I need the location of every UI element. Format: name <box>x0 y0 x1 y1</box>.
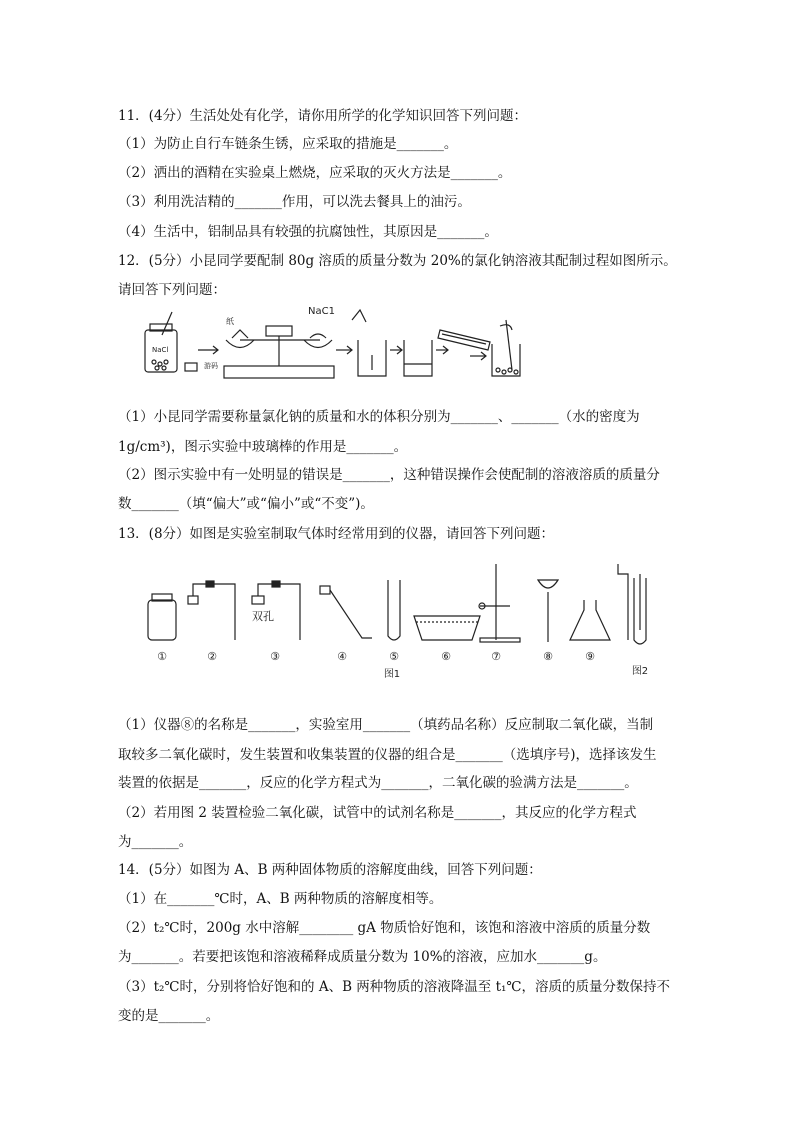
apparatus-label-6: ⑥ <box>441 650 451 663</box>
q13-part2-a: （2）若用图 2 装置检验二氧化碳，试管中的试剂名称是_______，其反应的化学方程式 <box>118 805 637 821</box>
q13-part1-b: 取较多二氧化碳时，发生装置和收集装置的仪器的组合是_______（选填序号)，选择该发生 <box>118 747 657 763</box>
q14-part3-a: （3）t₂℃时，分别将恰好饱和的 A、B 两种物质的溶液降温至 t₁℃，溶质的质量分数保持不 <box>118 979 671 995</box>
balance-icon <box>224 326 334 378</box>
apparatus-label-1: ① <box>157 650 167 663</box>
q12-part2-a: （2）图示实验中有一处明显的错误是_______，这种错误操作会使配制的溶液溶质的质量分 <box>118 467 660 483</box>
apparatus-label-4: ④ <box>337 650 347 663</box>
q14-stem: 14．(5分）如图为 A、B 两种固体物质的溶解度曲线，回答下列问题： <box>118 862 542 878</box>
reagent-bottle-icon <box>145 312 197 372</box>
solution-preparation-figure <box>140 300 530 385</box>
q11-part4: （4）生活中，铝制品具有较强的抗腐蚀性，其原因是_______。 <box>118 224 498 240</box>
apparatus-label-2: ② <box>207 650 217 663</box>
nacl-label: NaC1 <box>308 306 335 317</box>
q14-part2-a: （2）t₂℃时，200g 水中溶解________ gA 物质恰好饱和，该饱和溶液中溶质的质量分数 <box>118 920 651 936</box>
q13-stem: 13．(8分）如图是实验室制取气体时经常用到的仪器，请回答下列问题： <box>118 526 555 542</box>
test-tube-icon <box>388 580 400 640</box>
apparatus-label-9: ⑨ <box>585 650 595 663</box>
iron-stand-icon <box>479 564 520 642</box>
weight-label: 游码 <box>204 362 218 370</box>
gas-bottle-icon <box>148 594 176 640</box>
fig2-apparatus-icon <box>618 564 646 644</box>
long-neck-funnel-icon <box>538 580 558 642</box>
q13-part2-b: 为_______。 <box>118 834 193 850</box>
q12-stem-cont: 请回答下列问题： <box>118 282 226 298</box>
apparatus-label-5: ⑤ <box>389 650 399 663</box>
water-beaker-icon <box>404 340 432 376</box>
q12-part1-a: （1）小昆同学需要称量氯化钠的质量和水的体积分别为_______、_______（水的密度为 <box>118 409 640 425</box>
apparatus-label-7: ⑦ <box>491 650 501 663</box>
fig2-label: 图2 <box>631 666 649 677</box>
q12-part1-b: 1g/cm³)，图示实验中玻璃棒的作用是_______。 <box>118 439 408 455</box>
bottle-label: NaCl <box>152 346 169 354</box>
q14-part1: （1）在_______℃时，A、B 两种物质的溶解度相等。 <box>118 891 443 907</box>
q11-part1: （1）为防止自行车链条生锈，应采取的措施是_______。 <box>118 136 458 152</box>
lab-apparatus-figure <box>140 560 670 685</box>
conical-flask-icon <box>570 600 610 640</box>
beaker-icon <box>352 310 386 376</box>
single-hole-stopper-icon <box>188 581 235 640</box>
cylinder-pouring-icon <box>438 330 490 350</box>
q11-stem: 11．(4分）生活处处有化学，请你用所学的化学知识回答下列问题： <box>118 108 528 124</box>
q13-part1-c: 装置的依据是_______，反应的化学方程式为_______，二氧化碳的验满方法是_______。 <box>118 775 638 791</box>
q14-part3-b: 变的是_______。 <box>118 1008 220 1024</box>
q13-part1-a: （1）仪器⑧的名称是_______，实验室用_______（填药品名称）反应制取二氧化碳，当制 <box>118 717 654 733</box>
two-hole-label: 双孔 <box>252 610 274 623</box>
q12-stem: 12．(5分）小昆同学要配制 80g 溶质的质量分数为 20%的氯化钠溶液其配制过程如图所示。 <box>118 253 677 269</box>
paper-label: 纸 <box>226 317 234 326</box>
bent-tube-icon <box>320 586 372 638</box>
stirring-beaker-icon <box>492 320 520 376</box>
apparatus-label-3: ③ <box>270 650 280 663</box>
apparatus-label-8: ⑧ <box>543 650 553 663</box>
q14-part2-b: 为_______。若要把该饱和溶液稀释成质量分数为 10%的溶液，应加水_______g。 <box>118 949 607 965</box>
q12-part2-b: 数_______（填“偏大”或“偏小”或“不变”)。 <box>118 496 374 512</box>
q11-part3: （3）利用洗洁精的_______作用，可以洗去餐具上的油污。 <box>118 194 471 210</box>
fig1-label: 图1 <box>383 669 401 680</box>
q11-part2: （2）洒出的酒精在实验桌上燃烧，应采取的灭火方法是_______。 <box>118 165 512 181</box>
water-trough-icon <box>414 616 480 640</box>
